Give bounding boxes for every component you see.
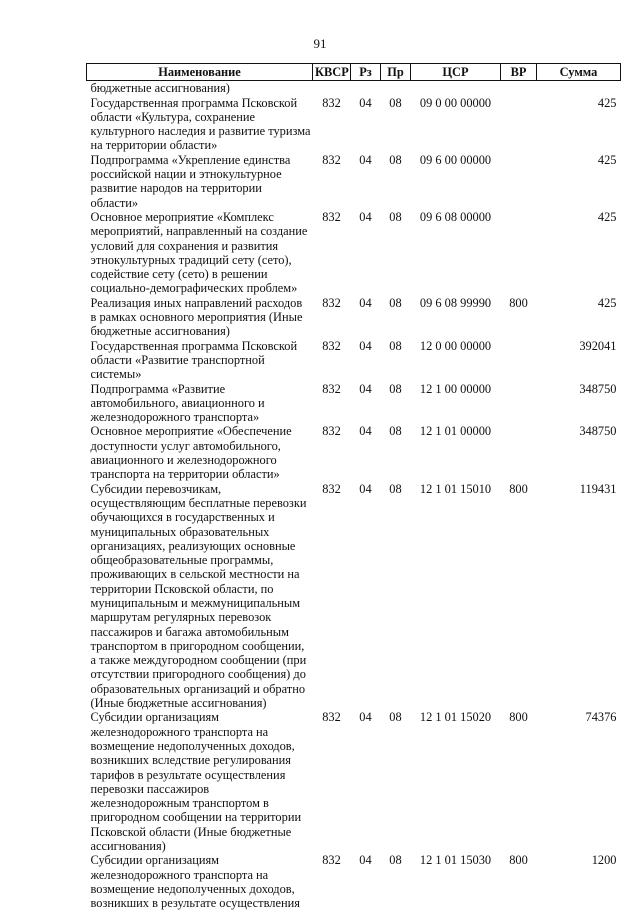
row-name: Государственная программа Псковской области «Развитие транспортной системы» [90,338,298,382]
row-csr [411,81,501,96]
row-rz: 04 [359,338,372,353]
table-row [87,853,621,910]
row-vr [501,424,537,481]
row-vr: 800 [509,853,528,868]
row-sum [537,81,621,96]
row-name: бюджетные ассигнования) [90,81,230,96]
table-header-row [87,64,621,81]
row-pr: 08 [389,853,402,868]
row-vr: 800 [509,481,528,496]
row-kvsr: 832 [322,710,341,725]
row-csr: 12 1 01 15020 [419,710,492,725]
row-name: Субсидии организациям железнодорожного транспорта на возмещение недополученных доходов, возникших вследствие регулирования тарифов в результате осуществления перевозки пассажиров железнодорожным транспортом в пригородном сообщении на территории Псковской области (Иные бюджетные ассигнования) [90,710,302,854]
header-name: Наименование [87,64,313,81]
row-pr: 08 [389,710,402,725]
row-csr: 09 0 00 00000 [419,95,492,110]
row-kvsr: 832 [322,338,341,353]
row-rz: 04 [359,95,372,110]
row-name: Реализация иных направлений расходов в рамках основного мероприятия (Иные бюджетные ассигнования) [90,295,303,339]
row-sum: 425 [597,295,617,310]
row-sum: 348750 [579,424,617,439]
row-kvsr: 832 [322,295,341,310]
row-csr: 12 1 01 00000 [419,424,492,439]
row-sum: 74376 [585,710,617,725]
header-kvsr: КВСР [313,64,351,81]
row-rz [351,81,381,96]
row-rz: 04 [359,152,372,167]
header-pr: Пр [381,64,411,81]
row-csr: 12 1 01 15030 [419,853,492,868]
table-row [87,210,621,296]
row-csr: 12 0 00 00000 [419,338,492,353]
header-sum: Сумма [537,64,621,81]
row-name: Подпрограмма «Развитие автомобильного, авиационного и железнодорожного транспорта» [90,381,265,425]
row-sum: 1200 [591,853,617,868]
row-vr [501,96,537,153]
table-row [87,424,621,481]
page-number: 91 [313,36,327,51]
table-row [87,96,621,153]
row-name: Субсидии организациям железнодорожного транспорта на возмещение недополученных доходов, возникших в результате осуществления [90,853,300,911]
row-sum: 119431 [579,481,617,496]
table-row [87,382,621,425]
header-vr: ВР [501,64,537,81]
row-vr: 800 [509,710,528,725]
row-kvsr: 832 [322,152,341,167]
row-pr: 08 [389,95,402,110]
row-csr: 09 6 08 99990 [419,295,492,310]
row-vr [501,382,537,425]
row-name: Государственная программа Псковской области «Культура, сохранение культурного наследия и развитие туризма на территории области» [90,95,311,153]
row-sum: 425 [597,152,617,167]
row-kvsr: 832 [322,853,341,868]
row-kvsr: 832 [322,95,341,110]
row-csr: 12 1 01 15010 [419,481,492,496]
row-pr: 08 [389,424,402,439]
row-pr: 08 [389,295,402,310]
row-kvsr: 832 [322,481,341,496]
row-rz: 04 [359,481,372,496]
row-rz: 04 [359,209,372,224]
row-rz: 04 [359,295,372,310]
row-rz: 04 [359,853,372,868]
budget-table [86,63,621,911]
row-vr [501,153,537,210]
row-name: Подпрограмма «Укрепление единства российской нации и этнокультурное развитие народов на территории области» [90,152,291,210]
row-pr: 08 [389,481,402,496]
table-row [87,710,621,853]
row-rz: 04 [359,710,372,725]
row-name: Субсидии перевозчикам, осуществляющим бесплатные перевозки обучающихся в государственных и муниципальных образовательных организациях, реализующих основные общеобразовательные программы, проживающих в сельской местности на территории Псковской области, по муниципальным и межмуниципальным маршрутам регулярных перевозок пассажиров и багажа автомобильным транспортом в пригородном сообщении, а также междугородном сообщении (при отсутствии пригородного сообщения) до образовательных организаций и обратно (Иные бюджетные ассигнования) [90,481,307,711]
row-kvsr: 832 [322,381,341,396]
row-vr: 800 [509,295,528,310]
row-sum: 392041 [579,338,617,353]
row-pr: 08 [389,338,402,353]
row-vr [501,339,537,382]
table-row [87,339,621,382]
table-row [87,153,621,210]
row-rz: 04 [359,381,372,396]
row-csr: 12 1 00 00000 [419,381,492,396]
row-pr: 08 [389,152,402,167]
row-pr: 08 [389,209,402,224]
header-rz: Рз [351,64,381,81]
row-pr: 08 [389,381,402,396]
table-row [87,81,621,96]
row-name: Основное мероприятие «Комплекс мероприятий, направленный на создание условий для сохранения и развития этнокультурных традиций сету (сето), содействие сету (сето) в решении социально-демографических проблем» [90,209,308,296]
row-pr [381,81,411,96]
row-vr [501,210,537,296]
table-row [87,482,621,711]
row-rz: 04 [359,424,372,439]
row-sum: 425 [597,209,617,224]
row-kvsr: 832 [322,424,341,439]
row-sum: 425 [597,95,617,110]
row-sum: 348750 [579,381,617,396]
row-vr [501,81,537,96]
row-csr: 09 6 00 00000 [419,152,492,167]
row-kvsr [313,81,351,96]
header-csr: ЦСР [411,64,501,81]
table-row [87,296,621,339]
row-csr: 09 6 08 00000 [419,209,492,224]
row-kvsr: 832 [322,209,341,224]
row-name: Основное мероприятие «Обеспечение доступности услуг автомобильного, авиационного и железнодорожного транспорта на территории области» [90,424,292,482]
